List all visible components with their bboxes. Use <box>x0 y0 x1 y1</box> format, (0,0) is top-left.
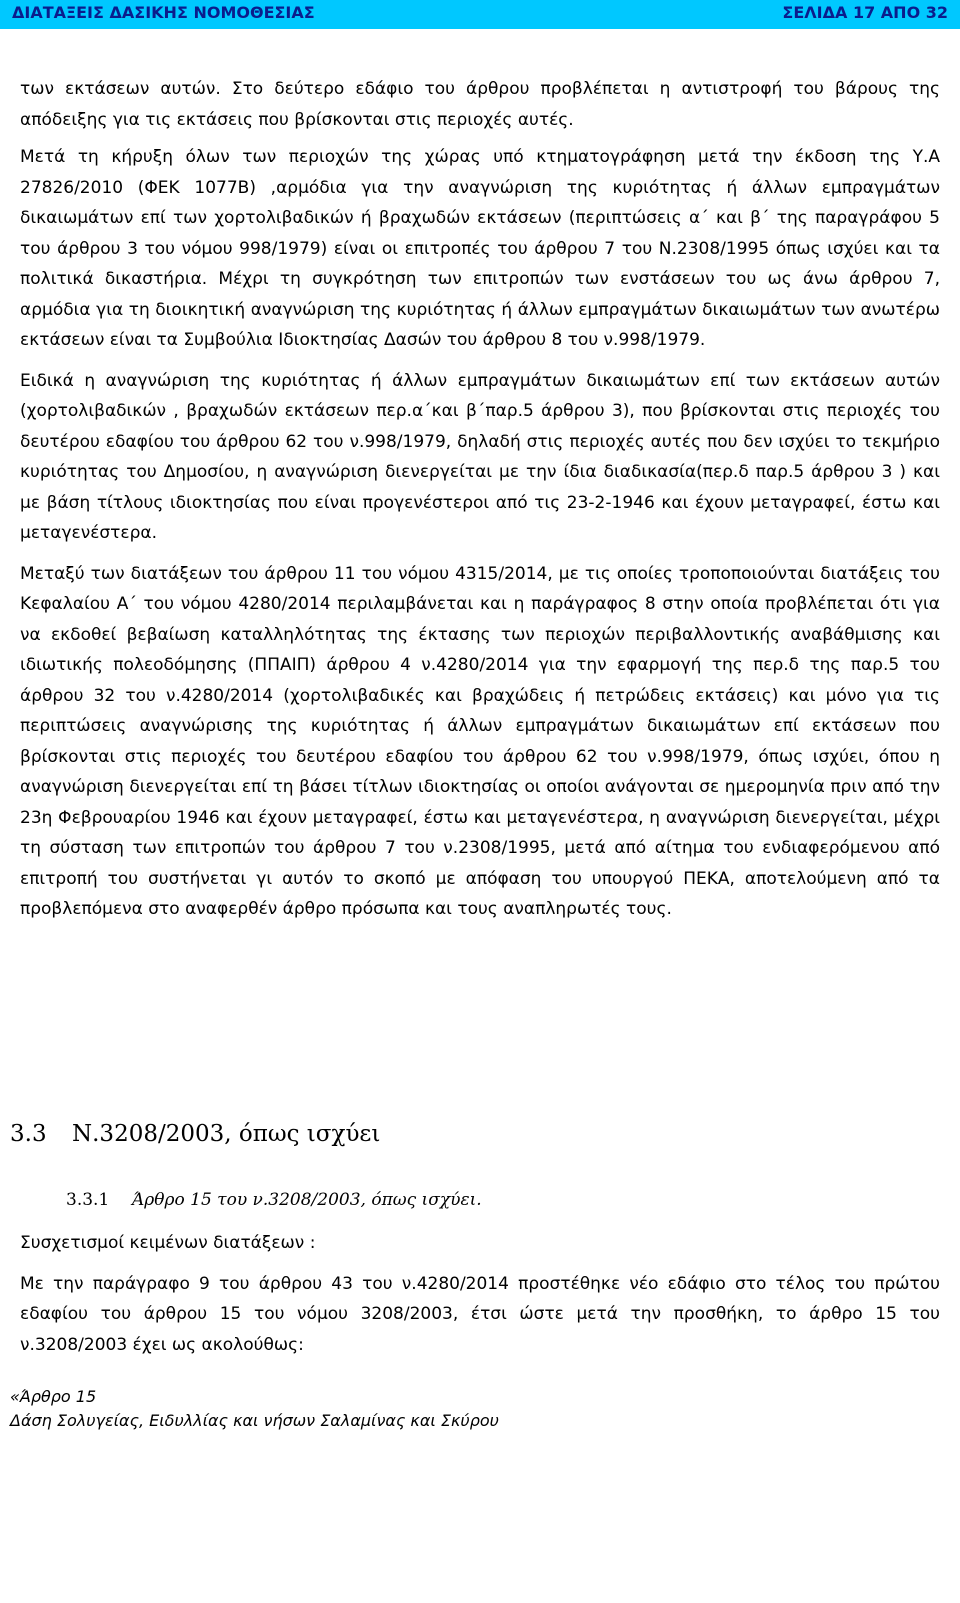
related-provisions <box>20 1228 940 1360</box>
subsection-number: 3.3.1 <box>66 1190 110 1210</box>
section-heading <box>10 1121 380 1147</box>
related-label: Συσχετισμοί κειμένων διατάξεων : <box>20 1233 316 1253</box>
paragraph: των εκτάσεων αυτών. Στο δεύτερο εδάφιο του άρθρου προβλέπεται η αντιστροφή του βάρους της απόδειξης για τις εκτάσεις που βρίσκονται στις περιοχές αυτές. <box>20 79 940 130</box>
quoted-article-title: Δάση Σολυγείας, Ειδυλλίας και νήσων Σαλαμίνας και Σκύρου <box>10 1411 499 1430</box>
subsection-heading <box>66 1190 482 1210</box>
paragraph: Μετά τη κήρυξη όλων των περιοχών της χώρας υπό κτηματογράφηση μετά την έκδοση της Υ.Α 27826/2010 (ΦΕΚ 1077Β) ,αρμόδια για την αναγνώριση της κυριότητας ή άλλων εμπραγμάτων δικαιωμάτων επί των χορτολιβαδικών ή βραχωδών εκτάσεων (περιπτώσεις α΄ και β΄ της παραγράφου 5 του άρθρου 3 του νόμου 998/1979) είναι οι επιτροπές του άρθρου 7 του Ν.2308/1995 όπως ισχύει και τα πολιτικά δικαστήρια. Μέχρι τη συγκρότηση των επιτροπών των ενστάσεων του ως άνω άρθρου 7, αρμόδια για τη διοικητική αναγνώριση της κυριότητας ή άλλων εμπραγμάτων δικαιωμάτων των ανωτέρω εκτάσεων είναι τα Συμβούλια Ιδιοκτησίας Δασών του άρθρου 8 του ν.998/1979. <box>20 147 940 350</box>
main-body <box>20 74 940 925</box>
paragraph: Με την παράγραφο 9 του άρθρου 43 του ν.4280/2014 προστέθηκε νέο εδάφιο στο τέλος του πρώτου εδαφίου του άρθρου 15 του νόμου 3208/2003, έτσι ώστε μετά την προσθήκη, το άρθρο 15 του ν.3208/2003 έχει ως ακολούθως: <box>20 1273 940 1355</box>
page-header <box>0 0 960 29</box>
page-number: ΣΕΛΙΔΑ 17 ΑΠΟ 32 <box>782 3 948 22</box>
document-title: ΔΙΑΤΑΞΕΙΣ ΔΑΣΙΚΗΣ ΝΟΜΟΘΕΣΙΑΣ <box>12 3 315 22</box>
subsection-title: Άρθρο 15 του ν.3208/2003, όπως ισχύει. <box>132 1190 482 1210</box>
paragraph: Μεταξύ των διατάξεων του άρθρου 11 του νόμου 4315/2014, με τις οποίες τροποποιούνται διατάξεις του Κεφαλαίου Α΄ του νόμου 4280/2014 περιλαμβάνεται και η παράγραφος 8 στην οποία προβλέπεται ότι για να εκδοθεί βεβαίωση καταλληλότητας της έκτασης των περιοχών περιβαλλοντικής αναβάθμισης και ιδιωτικής πολεοδόμησης (ΠΠΑΙΠ) άρθρου 4 ν.4280/2014 για την εφαρμογή της περ.δ της παρ.5 του άρθρου 32 του ν.4280/2014 (χορτολιβαδικές και βραχώδεις ή πετρώδεις εκτάσεις) και μόνο για τις περιπτώσεις αναγνώρισης της κυριότητας ή άλλων εμπραγμάτων δικαιωμάτων επί εκτάσεων που βρίσκονται στις περιοχές του δευτέρου εδαφίου του άρθρου 62 του ν.998/1979, όπως ισχύει, όπου η αναγνώριση διενεργείται επί τη βάσει τίτλων ιδιοκτησίας οι οποίοι ανάγονται σε ημερομηνία πριν από την 23η Φεβρουαρίου 1946 και έχουν μεταγραφεί, έστω και μεταγενέστερα, η αναγνώριση διενεργείται, μέχρι τη σύσταση των επιτροπών του άρθρου 7 του ν.2308/1995, μετά από αίτημα του ενδιαφερόμενου από επιτροπή του συστήνεται γι αυτόν το σκοπό με απόφαση του υπουργού ΠΕΚΑ, αποτελούμενη από τα προβλεπόμενα στο αναφερθέν άρθρο πρόσωπα και τους αναπληρωτές τους. <box>20 563 940 919</box>
section-title: Ν.3208/2003, όπως ισχύει <box>72 1121 381 1147</box>
section-number: 3.3 <box>10 1121 47 1147</box>
quoted-article-heading: «Άρθρο 15 <box>10 1387 97 1406</box>
paragraph: Ειδικά η αναγνώριση της κυριότητας ή άλλων εμπραγμάτων δικαιωμάτων επί των εκτάσεων αυτών (χορτολιβαδικών , βραχωδών εκτάσεων περ.α΄και β΄παρ.5 άρθρου 3), που βρίσκονται στις περιοχές του δευτέρου εδαφίου του άρθρου 62 του ν.998/1979, δηλαδή στις περιοχές αυτές που δεν ισχύει το τεκμήριο κυριότητας του Δημοσίου, η αναγνώριση διενεργείται με την ίδια διαδικασία(περ.δ παρ.5 άρθρου 3 ) και με βάση τίτλους ιδιοκτησίας που είναι προγενέστεροι από τις 23-2-1946 και έχουν μεταγραφεί, έστω και μεταγενέστερα. <box>20 370 940 543</box>
